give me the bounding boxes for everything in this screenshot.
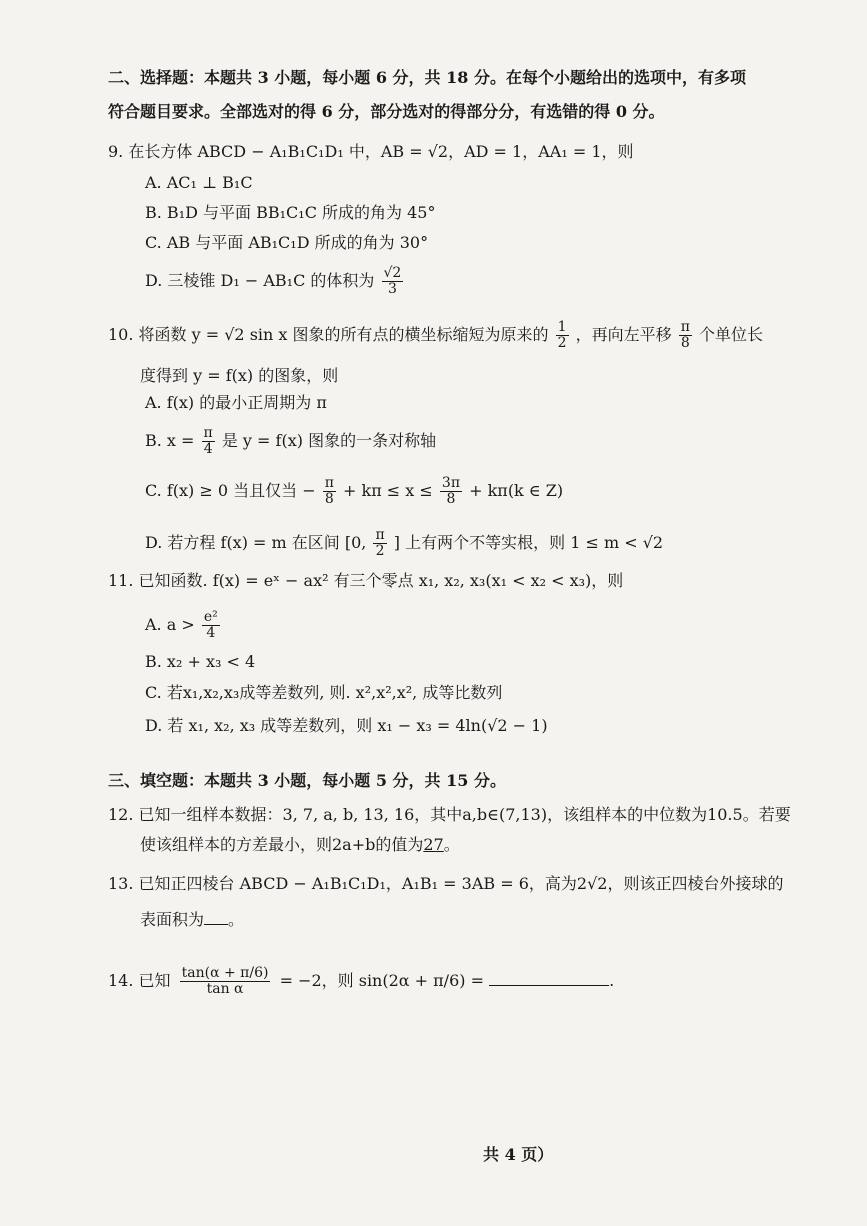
q13-height-value: 2√2 xyxy=(576,874,608,893)
q14-fraction: $\frac{\tan(\alpha + \pi/6)}{\text{tan α}}$ xyxy=(181,965,269,997)
q12-line1: 12. 已知一组样本数据：3, 7, a, b, 13, 16，其中a,b∈(7,13)，该组样本的中位数为10.5。若要 xyxy=(108,805,791,824)
q10-option-c-fraction-1: $\frac{\pi}{8}$ xyxy=(324,475,334,507)
q11-option-d: D. 若 x₁, x₂, x₃ 成等差数列，则 x₁ − x₃ = 4ln(√2 − 1) xyxy=(145,716,548,735)
q9-option-d xyxy=(145,266,405,297)
q9-stem: 9. 在长方体 ABCD − A₁B₁C₁D₁ 中，AB = √2，AD = 1，AA₁ = 1，则 xyxy=(108,142,634,161)
q10-stem-text: 10. 将函数 y = √2 sin x 图象的所有点的横坐标缩短为原来的 xyxy=(108,325,549,344)
q10-option-b xyxy=(145,426,436,457)
q9-option-a: A. AC₁ ⊥ B₁C xyxy=(145,173,253,192)
q10-fraction-1: $\frac{1}{2}$ xyxy=(557,319,567,351)
q12-line2-pre: 使该组样本的方差最小，则2a+b的值为 xyxy=(140,835,424,854)
q10-stem-post: 个单位长 xyxy=(699,325,764,344)
q10-option-c-fraction-2: $\frac{3\pi}{8}$ xyxy=(441,475,461,507)
q14-answer-blank xyxy=(489,971,609,986)
q11-option-b: B. x₂ + x₃ < 4 xyxy=(145,652,256,671)
section2-header-line1: 二、选择题：本题共 3 小题，每小题 6 分，共 18 分。在每个小题给出的选项中，有多项 xyxy=(108,68,746,87)
q12-line2 xyxy=(140,834,460,856)
q10-stem-line2: 度得到 y = f(x) 的图象，则 xyxy=(140,366,339,385)
q10-option-c-post: + kπ(k ∈ Z) xyxy=(469,481,564,500)
q13-line1-pre: 13. 已知正四棱台 ABCD − A₁B₁C₁D₁，A₁B₁ = 3AB = 6，高为 xyxy=(108,874,577,893)
q14-mid: = −2，则 sin(2α + π/6) = xyxy=(279,971,484,990)
q10-option-a: A. f(x) 的最小正周期为 π xyxy=(145,393,327,412)
q13-line2-post: 。 xyxy=(228,910,245,929)
q13-line1-post: ，则该正四棱台外接球的 xyxy=(607,874,784,893)
q11-option-a-pre: A. a > xyxy=(145,615,195,634)
q10-option-b-post: 是 y = f(x) 图象的一条对称轴 xyxy=(221,431,437,450)
q10-option-d-post: ] 上有两个不等实根，则 1 ≤ m < √2 xyxy=(393,533,664,552)
q9-option-d-fraction: $\frac{√2}{3}$ xyxy=(383,265,402,297)
q13-answer-blank xyxy=(204,910,228,925)
section2-header-line2: 符合题目要求。全部选对的得 6 分，部分选对的得部分分，有选错的得 0 分。 xyxy=(108,102,665,121)
q10-fraction-2: $\frac{\pi}{8}$ xyxy=(680,319,690,351)
q10-option-d-fraction: $\frac{\pi}{2}$ xyxy=(375,527,385,559)
q12-line2-post: 。 xyxy=(443,835,460,854)
q14-pre: 14. 已知 xyxy=(108,971,171,990)
q13-line2 xyxy=(140,909,244,931)
q11-stem: 11. 已知函数. f(x) = eˣ − ax² 有三个零点 x₁, x₂, x₃(x₁ < x₂ < x₃)，则 xyxy=(108,571,624,590)
q12-answer: 27 xyxy=(423,835,444,854)
section3-header: 三、填空题：本题共 3 小题，每小题 5 分，共 15 分。 xyxy=(108,771,506,790)
q14-post: . xyxy=(609,971,615,990)
q10-option-d-pre: D. 若方程 f(x) = m 在区间 [0, xyxy=(145,533,367,552)
q10-option-c-mid: + kπ ≤ x ≤ xyxy=(343,481,433,500)
q10-stem xyxy=(108,320,763,351)
q9-option-b: B. B₁D 与平面 BB₁C₁C 所成的角为 45° xyxy=(145,203,436,222)
q13-line1 xyxy=(108,873,783,895)
q10-option-d xyxy=(145,528,663,559)
q14-stem xyxy=(108,966,614,997)
q11-option-c: C. 若x₁,x₂,x₃成等差数列, 则. x²,x²,x², 成等比数列 xyxy=(145,683,503,702)
q10-option-c xyxy=(145,476,563,507)
q10-stem-mid: ，再向左平移 xyxy=(575,325,672,344)
q10-option-b-fraction: $\frac{\pi}{4}$ xyxy=(203,425,213,457)
q9-option-c: C. AB 与平面 AB₁C₁D 所成的角为 30° xyxy=(145,233,429,252)
q10-option-b-pre: B. x = xyxy=(145,431,195,450)
q10-option-c-pre: C. f(x) ≥ 0 当且仅当 − xyxy=(145,481,316,500)
q11-option-a-fraction: $\frac{\text{e²}}{4}$ xyxy=(203,609,218,641)
q13-line2-text: 表面积为 xyxy=(140,910,205,929)
q9-option-d-text: D. 三棱锥 D₁ − AB₁C 的体积为 xyxy=(145,271,375,290)
page-footer: 共 4 页） xyxy=(483,1145,554,1164)
q11-option-a xyxy=(145,610,222,641)
